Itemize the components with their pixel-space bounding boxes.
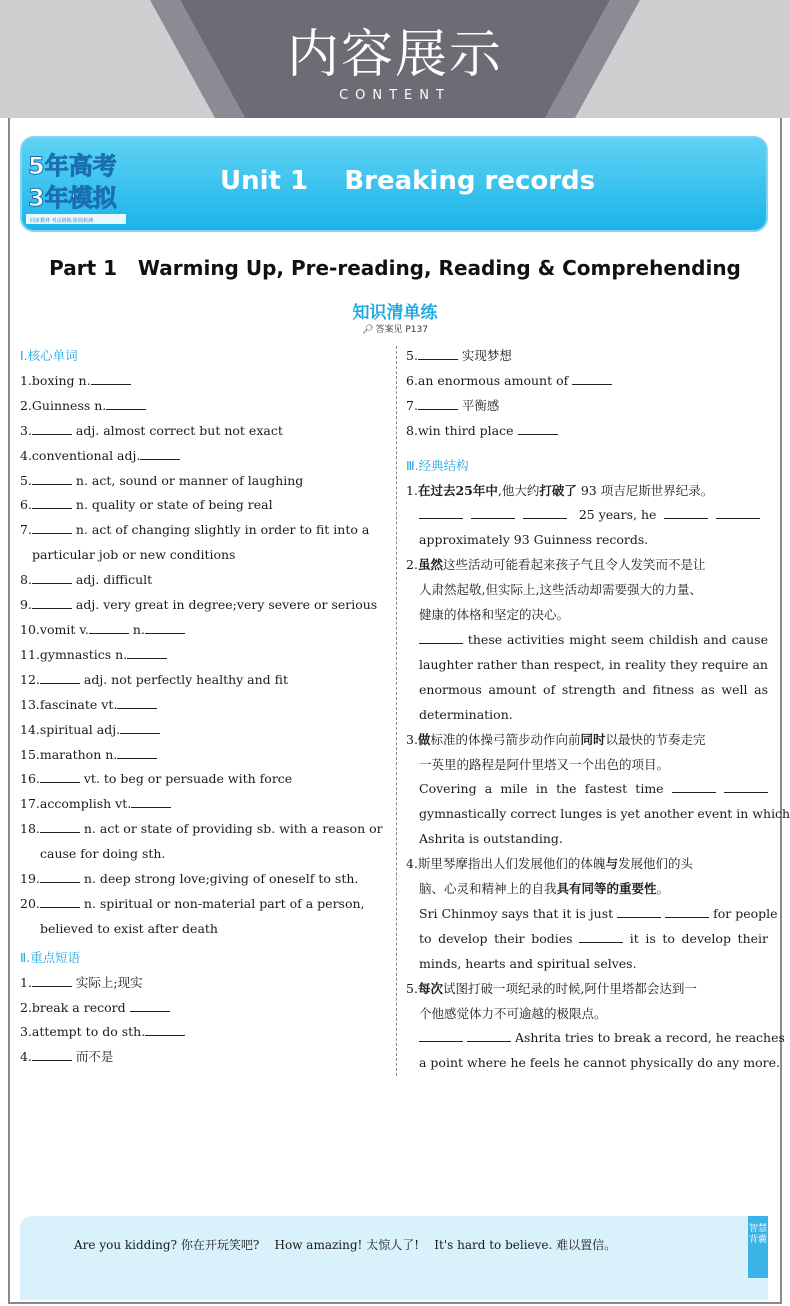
structure-4-cn1: 4.斯里琴摩指出人们发展他们的体魄与发展他们的头 [406,856,693,872]
word-17: 17.accomplish vt. [20,792,382,817]
heading-core-words: Ⅰ.核心单词 [20,348,78,363]
structure-5-cn2: 个他感觉体力不可逾越的极限点。 [419,1005,607,1021]
phrase-6: 6.an enormous amount of [406,369,768,394]
part-title: Part 1 Warming Up, Pre-reading, Reading & Comprehending [49,256,741,280]
tips-tab: 智慧背囊 [748,1216,768,1278]
word-6: 6. n. quality or state of being real [20,497,273,513]
heading-structures: Ⅲ.经典结构 [406,457,469,473]
word-20-cont: believed to exist after death [40,920,218,936]
word-5: 5. n. act, sound or manner of laughing [20,472,304,488]
word-9: 9. adj. very great in degree;very severe or serious [20,597,378,613]
structure-3-en1: Covering a mile in the fastest time [406,777,768,802]
word-7: 7. n. act of changing slightly in order to fit into a [20,522,370,538]
structure-2-en1: these activities might seem childish and cause [406,628,768,653]
answer-reference: 🔎︎ 答案见 P137 [362,325,428,335]
logo-small: 同步教材 考点训练 阶段检测 [30,218,94,224]
word-20: 20. n. spiritual or non-material part of a person, [20,895,365,911]
logo-line1: 5年高考 [28,152,117,180]
word-18-cont: cause for doing sth. [40,846,166,862]
left-column [20,344,382,1070]
phrase-2: 2.break a record [20,996,382,1021]
structure-2-en3: enormous amount of strength and fitness as well as [419,681,768,697]
word-13: 13.fascinate vt. [20,693,382,718]
word-14: 14.spiritual adj. [20,718,382,743]
structure-3-en2: gymnastically correct lunges is yet another event in which [419,806,790,822]
logo-line2: 3年模拟 [28,184,117,212]
structure-2-en4: determination. [419,706,513,722]
word-11: 11.gymnastics n. [20,643,382,668]
word-19: 19. n. deep strong love;giving of oneself to sth. [20,871,359,887]
structure-5-en2: a point where he feels he cannot physically do any more. [419,1055,780,1071]
phrase-7: 7. 平衡感 [406,397,500,413]
word-15: 15.marathon n. [20,743,382,768]
structure-5-cn1: 5.每次试图打破一项纪录的时候,阿什里塔都会达到一 [406,980,697,996]
column-divider [396,346,397,1076]
structure-1-en2: approximately 93 Guinness records. [419,532,649,548]
word-16: 16. vt. to beg or persuade with force [20,771,293,787]
header-title: 内容展示 [286,25,503,85]
header-subtitle: CONTENT [339,88,451,103]
search-icon: 🔎︎ [362,325,374,335]
structure-2-cn1: 2.虽然这些活动可能看起来孩子气且令人发笑而不是让 [406,557,706,573]
phrase-3: 3.attempt to do sth. [20,1020,382,1045]
structure-4-cn2: 脑、心灵和精神上的自我具有同等的重要性。 [419,881,670,897]
phrase-5: 5. 实现梦想 [406,348,512,363]
structure-3-en3: Ashrita is outstanding. [419,831,563,847]
structure-4-en1: Sri Chinmoy says that it is just for people [419,905,778,921]
structure-2-cn3: 健康的体格和坚定的决心。 [419,607,570,623]
word-10: 10.vomit v. n. [20,618,382,643]
word-1: 1.boxing n. [20,369,382,394]
word-7-cont: particular job or new conditions [32,547,236,563]
structure-1-cn: 1.在过去25年中,他大约打破了 93 项吉尼斯世界纪录。 [406,482,714,498]
structure-3-cn1: 3.做标准的体操弓箭步动作向前同时以最快的节奏走完 [406,731,706,747]
word-18: 18. n. act or state of providing sb. with a reason or [20,821,383,837]
structure-3-cn2: 一英里的路程是阿什里塔又一个出色的项目。 [419,756,670,772]
tips-box [20,1216,768,1300]
structure-2-en2: laughter rather than respect, in reality they require an [419,656,768,672]
word-2: 2.Guinness n. [20,394,382,419]
phrase-1: 1. 实际上;现实 [20,974,143,990]
word-4: 4.conventional adj. [20,444,382,469]
phrase-4: 4. 而不是 [20,1049,114,1065]
phrase-8: 8.win third place [406,419,768,444]
series-logo [24,144,132,226]
heading-key-phrases: Ⅱ.重点短语 [20,949,81,965]
structure-1-en1: 25 years, he [406,503,768,528]
right-column [406,344,790,1076]
section-title: 知识清单练 [352,303,438,323]
structure-5-en1: Ashrita tries to break a record, he reaches [406,1026,768,1051]
structure-4-en3: minds, hearts and spiritual selves. [419,955,637,971]
word-3: 3. adj. almost correct but not exact [20,422,283,438]
structure-4-en2: to develop their bodies it is to develop their [419,930,768,946]
tips-phrases: Are you kidding? 你在开玩笑吧? How amazing! 太惊人了! It's hard to believe. 难以置信。 [74,1238,617,1252]
word-12: 12. adj. not perfectly healthy and fit [20,671,289,687]
word-8: 8. adj. difficult [20,572,153,588]
structure-2-cn2: 人肃然起敬,但实际上,这些活动却需要强大的力量、 [419,582,702,598]
unit-title: Unit 1 Breaking records [220,166,596,196]
